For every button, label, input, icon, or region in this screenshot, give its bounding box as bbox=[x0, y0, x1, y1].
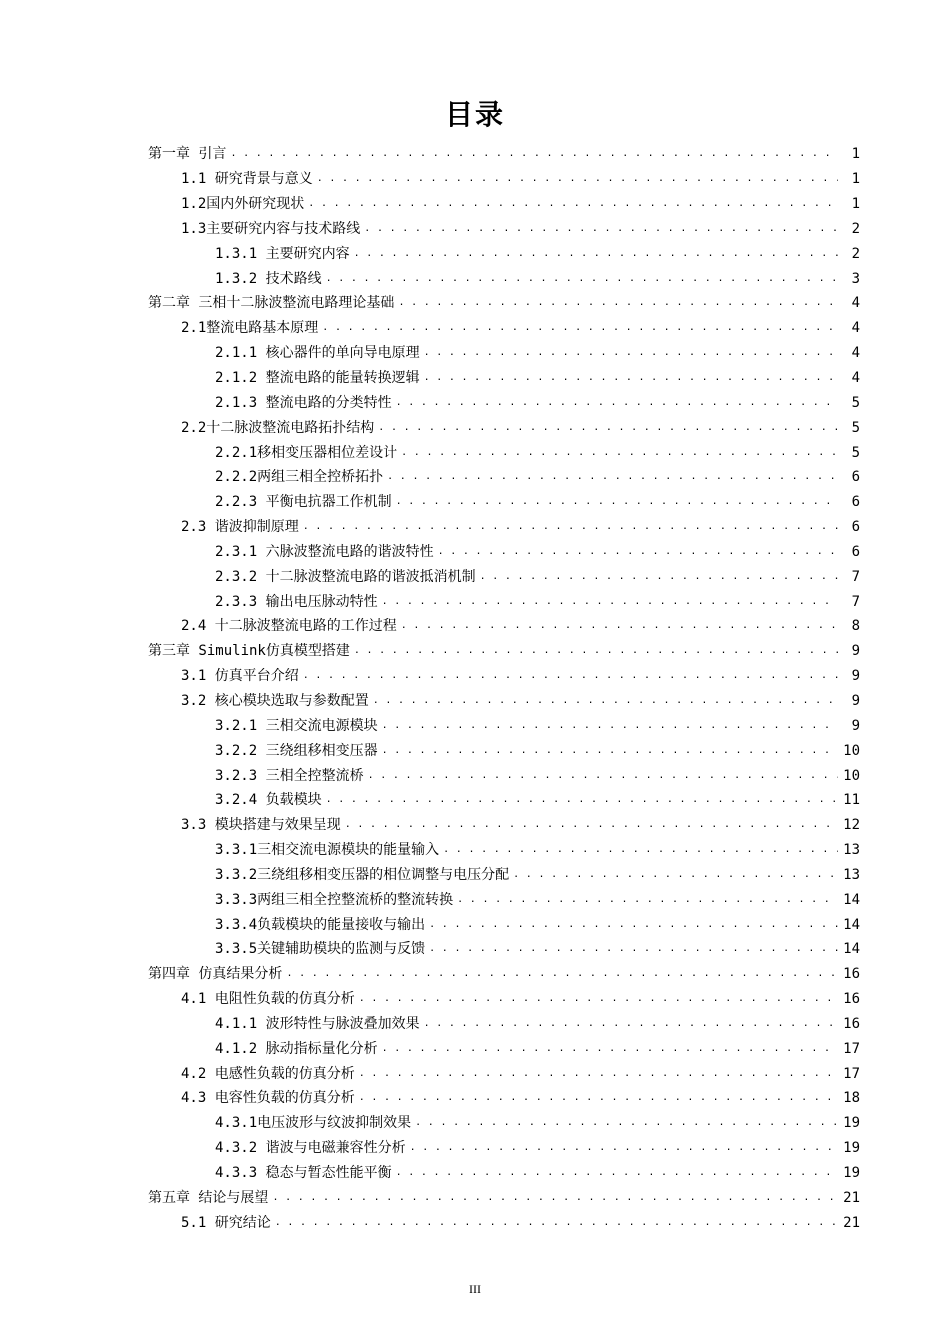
page-title: 目录 bbox=[444, 98, 505, 131]
toc-leader-dots bbox=[364, 217, 838, 241]
toc-entry-label: 2.3.2 十二脉波整流电路的谐波抵消机制 bbox=[215, 568, 476, 585]
toc-leader-dots bbox=[322, 316, 838, 340]
toc-entry-page: 7 bbox=[851, 568, 860, 585]
toc-entry[interactable] bbox=[0, 515, 950, 540]
toc-leader-dots bbox=[368, 764, 838, 788]
toc-leader-dots bbox=[429, 913, 838, 937]
toc-entry-page: 7 bbox=[851, 593, 860, 610]
toc-leader-dots bbox=[424, 341, 838, 365]
toc-leader-dots bbox=[230, 142, 838, 166]
toc-entry-label: 1.3主要研究内容与技术路线 bbox=[181, 220, 361, 237]
toc-entry[interactable] bbox=[0, 1185, 950, 1210]
toc-leader-dots bbox=[396, 1161, 838, 1185]
toc-entry[interactable] bbox=[0, 813, 950, 838]
toc-entry[interactable] bbox=[0, 1161, 950, 1186]
toc-entry[interactable] bbox=[0, 862, 950, 887]
toc-leader-dots bbox=[345, 813, 838, 837]
toc-entry-page: 17 bbox=[843, 1065, 860, 1082]
toc-entry-page: 6 bbox=[851, 519, 860, 536]
toc-entry-page: 10 bbox=[843, 742, 860, 759]
toc-entry-page: 8 bbox=[851, 618, 860, 635]
toc-leader-dots bbox=[401, 614, 838, 638]
toc-entry[interactable] bbox=[0, 788, 950, 813]
table-of-contents bbox=[0, 142, 950, 1235]
toc-entry-page: 19 bbox=[843, 1165, 860, 1182]
toc-entry-page: 10 bbox=[843, 767, 860, 784]
toc-entry-page: 1 bbox=[851, 146, 860, 163]
toc-leader-dots bbox=[359, 1062, 838, 1086]
toc-leader-dots bbox=[382, 714, 838, 738]
toc-leader-dots bbox=[438, 540, 838, 564]
toc-entry-page: 4 bbox=[851, 345, 860, 362]
toc-entry[interactable] bbox=[0, 614, 950, 639]
toc-leader-dots bbox=[303, 664, 838, 688]
toc-entry-label: 4.3 电容性负载的仿真分析 bbox=[181, 1090, 355, 1107]
toc-entry-label: 2.2十二脉波整流电路拓扑结构 bbox=[181, 419, 375, 436]
toc-entry[interactable] bbox=[0, 713, 950, 738]
toc-entry[interactable] bbox=[0, 291, 950, 316]
toc-entry-page: 9 bbox=[851, 717, 860, 734]
toc-entry-label: 2.4 十二脉波整流电路的工作过程 bbox=[181, 618, 397, 635]
toc-entry[interactable] bbox=[0, 415, 950, 440]
toc-entry-page: 14 bbox=[843, 891, 860, 908]
toc-entry[interactable] bbox=[0, 738, 950, 763]
toc-entry-label: 4.3.3 稳态与暂态性能平衡 bbox=[215, 1165, 392, 1182]
toc-entry-label: 2.3 谐波抑制原理 bbox=[181, 519, 299, 536]
toc-entry-page: 21 bbox=[843, 1189, 860, 1206]
toc-entry-label: 3.2.4 负载模块 bbox=[215, 792, 322, 809]
toc-entry-label: 3.2.1 三相交流电源模块 bbox=[215, 717, 378, 734]
toc-leader-dots bbox=[326, 267, 838, 291]
toc-entry-label: 2.1.2 整流电路的能量转换逻辑 bbox=[215, 370, 420, 387]
toc-leader-dots bbox=[378, 416, 838, 440]
toc-entry-label: 4.1.2 脉动指标量化分析 bbox=[215, 1040, 378, 1057]
toc-entry[interactable] bbox=[0, 763, 950, 788]
toc-leader-dots bbox=[396, 391, 838, 415]
toc-entry[interactable] bbox=[0, 341, 950, 366]
toc-entry-label: 4.3.2 谐波与电磁兼容性分析 bbox=[215, 1140, 406, 1157]
toc-entry-label: 2.2.1移相变压器相位差设计 bbox=[215, 444, 398, 461]
toc-leader-dots bbox=[354, 639, 838, 663]
toc-entry[interactable] bbox=[0, 217, 950, 242]
toc-entry-page: 4 bbox=[851, 295, 860, 312]
toc-entry-page: 17 bbox=[843, 1040, 860, 1057]
toc-entry-page: 4 bbox=[851, 370, 860, 387]
toc-entry-label: 3.1 仿真平台介绍 bbox=[181, 668, 299, 685]
toc-entry-page: 9 bbox=[851, 692, 860, 709]
toc-leader-dots bbox=[373, 689, 838, 713]
toc-leader-dots bbox=[303, 515, 838, 539]
toc-entry-label: 3.3.5关键辅助模块的监测与反馈 bbox=[215, 941, 426, 958]
toc-entry-page: 16 bbox=[843, 1015, 860, 1032]
toc-leader-dots bbox=[382, 739, 838, 763]
toc-entry[interactable] bbox=[0, 1061, 950, 1086]
toc-entry-page: 19 bbox=[843, 1115, 860, 1132]
toc-leader-dots bbox=[382, 1037, 838, 1061]
toc-leader-dots bbox=[359, 1086, 838, 1110]
toc-entry-label: 4.3.1电压波形与纹波抑制效果 bbox=[215, 1115, 412, 1132]
toc-entry-label: 第三章 Simulink仿真模型搭建 bbox=[148, 643, 350, 660]
toc-entry-page: 6 bbox=[851, 494, 860, 511]
toc-entry-label: 2.2.3 平衡电抗器工作机制 bbox=[215, 494, 392, 511]
toc-entry-page: 18 bbox=[843, 1090, 860, 1107]
toc-leader-dots bbox=[317, 167, 838, 191]
toc-entry[interactable] bbox=[0, 887, 950, 912]
toc-leader-dots bbox=[396, 490, 838, 514]
toc-entry-label: 第二章 三相十二脉波整流电路理论基础 bbox=[148, 295, 395, 312]
toc-entry-page: 1 bbox=[851, 171, 860, 188]
toc-entry-label: 1.1 研究背景与意义 bbox=[181, 171, 313, 188]
toc-entry-page: 6 bbox=[851, 469, 860, 486]
toc-entry-page: 1 bbox=[851, 196, 860, 213]
toc-leader-dots bbox=[272, 1186, 838, 1210]
toc-entry[interactable] bbox=[0, 167, 950, 192]
page-number: III bbox=[469, 1282, 481, 1296]
toc-entry-label: 1.3.1 主要研究内容 bbox=[215, 245, 350, 262]
toc-entry-label: 3.3.4负载模块的能量接收与输出 bbox=[215, 916, 426, 933]
toc-entry-label: 3.3 模块搭建与效果呈现 bbox=[181, 817, 341, 834]
toc-entry-label: 1.2国内外研究现状 bbox=[181, 196, 305, 213]
toc-entry-label: 第一章 引言 bbox=[148, 146, 227, 163]
toc-entry[interactable] bbox=[0, 241, 950, 266]
toc-entry[interactable] bbox=[0, 987, 950, 1012]
toc-entry-page: 16 bbox=[843, 991, 860, 1008]
toc-entry-label: 第五章 结论与展望 bbox=[148, 1189, 269, 1206]
toc-entry-label: 2.1.1 核心器件的单向导电原理 bbox=[215, 345, 420, 362]
toc-entry[interactable] bbox=[0, 838, 950, 863]
toc-leader-dots bbox=[286, 962, 838, 986]
toc-leader-dots bbox=[326, 788, 838, 812]
toc-entry[interactable] bbox=[0, 564, 950, 589]
toc-entry-page: 12 bbox=[843, 817, 860, 834]
toc-entry[interactable] bbox=[0, 1036, 950, 1061]
toc-entry[interactable] bbox=[0, 1136, 950, 1161]
toc-entry-page: 16 bbox=[843, 966, 860, 983]
toc-entry[interactable] bbox=[0, 1210, 950, 1235]
toc-entry-label: 3.3.2三绕组移相变压器的相位调整与电压分配 bbox=[215, 866, 510, 883]
toc-entry-page: 19 bbox=[843, 1140, 860, 1157]
toc-entry-page: 21 bbox=[843, 1214, 860, 1231]
toc-entry[interactable] bbox=[0, 366, 950, 391]
toc-entry-page: 3 bbox=[851, 270, 860, 287]
toc-entry[interactable] bbox=[0, 1111, 950, 1136]
toc-leader-dots bbox=[513, 863, 838, 887]
toc-entry[interactable] bbox=[0, 1012, 950, 1037]
toc-entry-page: 14 bbox=[843, 916, 860, 933]
toc-entry-label: 2.1整流电路基本原理 bbox=[181, 320, 319, 337]
toc-leader-dots bbox=[398, 291, 838, 315]
toc-leader-dots bbox=[480, 565, 838, 589]
toc-entry-page: 5 bbox=[851, 394, 860, 411]
toc-entry-page: 4 bbox=[851, 320, 860, 337]
toc-entry-page: 5 bbox=[851, 444, 860, 461]
toc-entry-page: 2 bbox=[851, 220, 860, 237]
toc-entry[interactable] bbox=[0, 540, 950, 565]
toc-entry-label: 2.3.3 输出电压脉动特性 bbox=[215, 593, 378, 610]
toc-leader-dots bbox=[354, 242, 838, 266]
toc-entry-label: 2.2.2两组三相全控桥拓扑 bbox=[215, 469, 384, 486]
toc-entry[interactable] bbox=[0, 465, 950, 490]
toc-leader-dots bbox=[424, 366, 838, 390]
toc-entry-label: 1.3.2 技术路线 bbox=[215, 270, 322, 287]
toc-entry-page: 11 bbox=[843, 792, 860, 809]
toc-leader-dots bbox=[308, 192, 838, 216]
toc-entry-label: 3.3.1三相交流电源模块的能量输入 bbox=[215, 842, 440, 859]
toc-entry[interactable] bbox=[0, 689, 950, 714]
toc-entry-page: 9 bbox=[851, 668, 860, 685]
toc-entry[interactable] bbox=[0, 440, 950, 465]
toc-entry[interactable] bbox=[0, 316, 950, 341]
toc-entry-page: 13 bbox=[843, 866, 860, 883]
toc-entry-label: 3.2 核心模块选取与参数配置 bbox=[181, 692, 369, 709]
toc-leader-dots bbox=[443, 838, 838, 862]
toc-entry[interactable] bbox=[0, 589, 950, 614]
toc-entry-page: 6 bbox=[851, 543, 860, 560]
toc-leader-dots bbox=[410, 1136, 838, 1160]
toc-leader-dots bbox=[415, 1111, 838, 1135]
toc-entry-label: 4.1.1 波形特性与脉波叠加效果 bbox=[215, 1015, 420, 1032]
toc-entry[interactable] bbox=[0, 1086, 950, 1111]
toc-entry[interactable] bbox=[0, 639, 950, 664]
toc-entry[interactable] bbox=[0, 962, 950, 987]
toc-entry[interactable] bbox=[0, 390, 950, 415]
toc-entry-page: 2 bbox=[851, 245, 860, 262]
toc-leader-dots bbox=[457, 888, 838, 912]
toc-entry-page: 13 bbox=[843, 842, 860, 859]
toc-entry[interactable] bbox=[0, 664, 950, 689]
toc-leader-dots bbox=[275, 1211, 838, 1235]
toc-entry[interactable] bbox=[0, 192, 950, 217]
toc-entry-label: 3.2.2 三绕组移相变压器 bbox=[215, 742, 378, 759]
toc-leader-dots bbox=[387, 465, 838, 489]
toc-leader-dots bbox=[382, 590, 838, 614]
toc-leader-dots bbox=[359, 987, 838, 1011]
toc-entry[interactable] bbox=[0, 142, 950, 167]
toc-entry[interactable] bbox=[0, 937, 950, 962]
toc-entry-label: 5.1 研究结论 bbox=[181, 1214, 271, 1231]
toc-entry-label: 4.1 电阻性负载的仿真分析 bbox=[181, 991, 355, 1008]
toc-entry[interactable] bbox=[0, 266, 950, 291]
toc-entry-page: 5 bbox=[851, 419, 860, 436]
toc-leader-dots bbox=[424, 1012, 838, 1036]
toc-entry-label: 3.3.3两组三相全控整流桥的整流转换 bbox=[215, 891, 454, 908]
toc-entry-label: 2.3.1 六脉波整流电路的谐波特性 bbox=[215, 543, 434, 560]
toc-leader-dots bbox=[401, 441, 838, 465]
toc-entry-label: 第四章 仿真结果分析 bbox=[148, 966, 283, 983]
toc-entry-page: 14 bbox=[843, 941, 860, 958]
toc-entry-page: 9 bbox=[851, 643, 860, 660]
toc-entry[interactable] bbox=[0, 490, 950, 515]
toc-leader-dots bbox=[429, 937, 838, 961]
toc-entry-label: 4.2 电感性负载的仿真分析 bbox=[181, 1065, 355, 1082]
toc-entry-label: 3.2.3 三相全控整流桥 bbox=[215, 767, 364, 784]
toc-entry[interactable] bbox=[0, 912, 950, 937]
toc-entry-label: 2.1.3 整流电路的分类特性 bbox=[215, 394, 392, 411]
